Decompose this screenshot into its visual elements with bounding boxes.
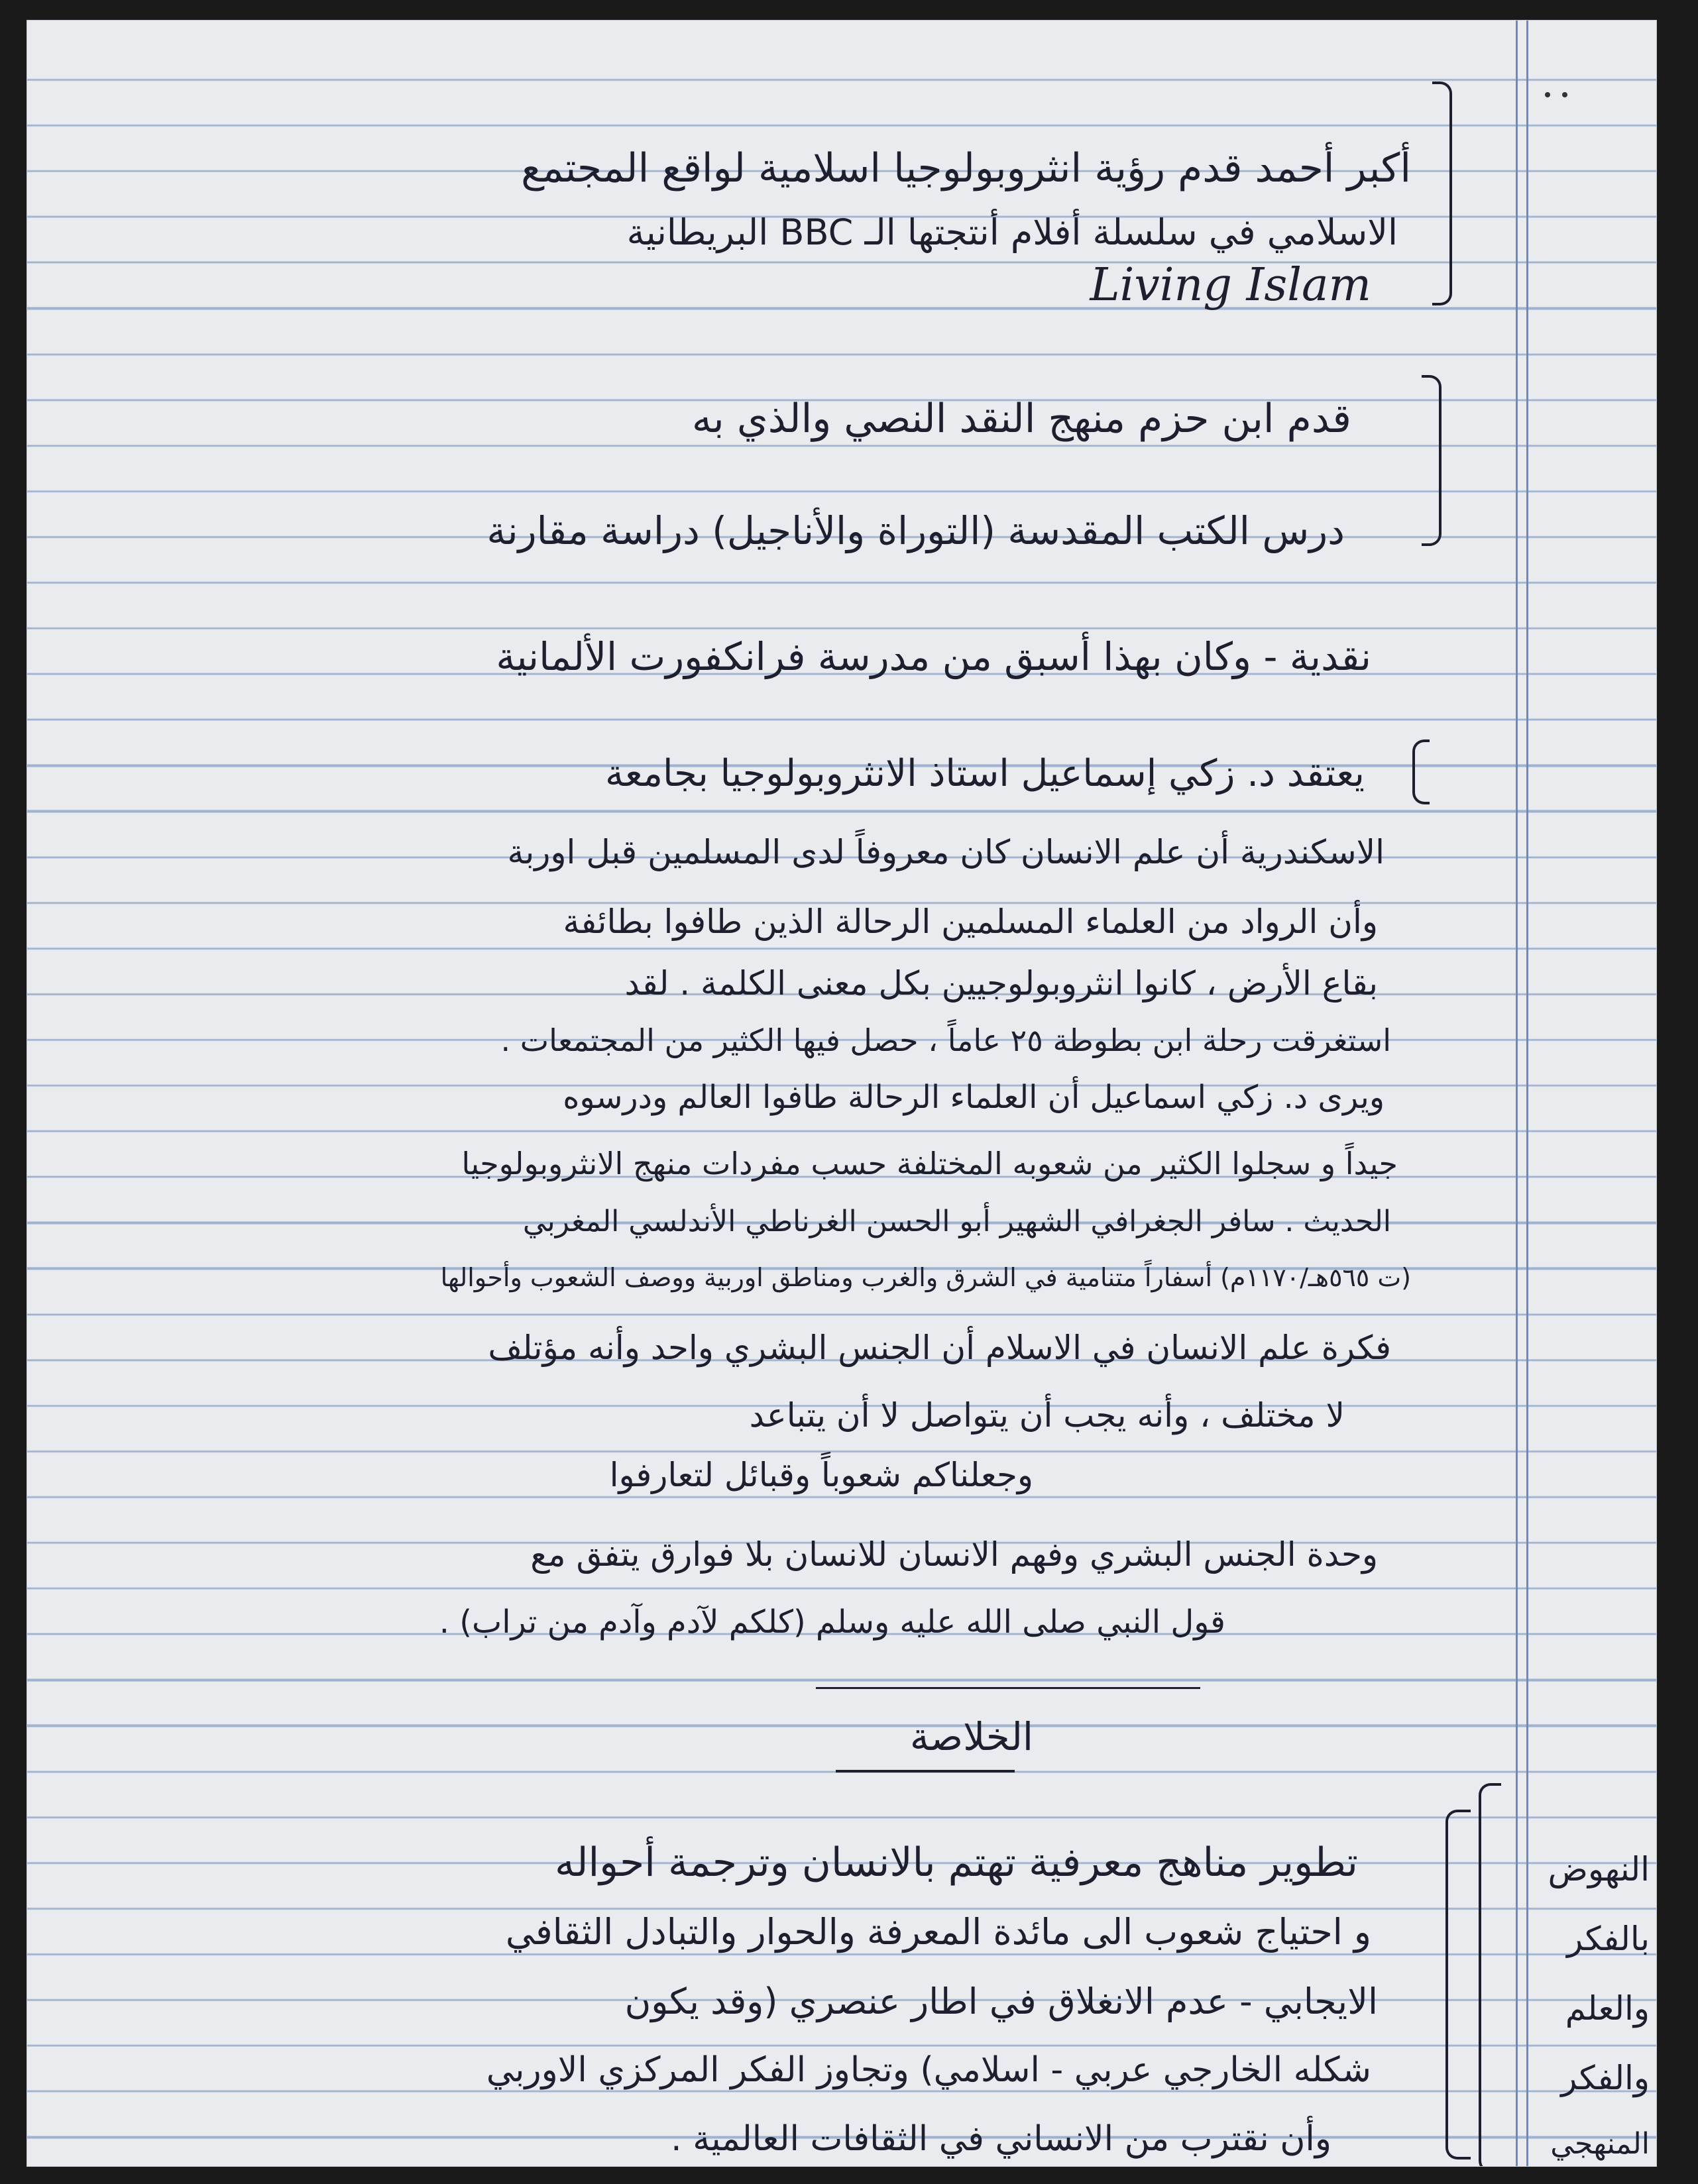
text-line: لا مختلف ، وأنه يجب أن يتواصل لا أن يتباعد (749, 1396, 1345, 1435)
text-line: وجعلناكم شعوباً وقبائل لتعارفوا (609, 1456, 1033, 1494)
bracket (1412, 739, 1430, 804)
text-line: ويرى د. زكي اسماعيل أن العلماء الرحالة طافوا العالم ودرسوه (563, 1079, 1385, 1116)
margin-note-line: المنهجي (1550, 2127, 1650, 2161)
text-line: فكرة علم الانسان في الاسلام أن الجنس البشري واحد وأنه مؤتلف (488, 1329, 1391, 1367)
text-line: استغرقت رحلة ابن بطوطة ٢٥ عاماً ، حصل فيها الكثير من المجتمعات . (500, 1022, 1391, 1058)
text-line: وأن نقترب من الانساني في الثقافات العالمية . (671, 2119, 1331, 2159)
margin-note-line: بالفكر (1567, 1920, 1650, 1958)
text-line: يعتقد د. زكي إسماعيل استاذ الانثروبولوجيا بجامعة (604, 752, 1365, 795)
text-line: درس الكتب المقدسة (التوراة والأناجيل) دراسة مقارنة (486, 508, 1345, 553)
text-line: تطوير مناهج معرفية تهتم بالانسان وترجمة أحواله (555, 1839, 1358, 1886)
text-line: شكله الخارجي عربي - اسلامي) وتجاوز الفكر المركزي الاوربي (486, 2050, 1371, 2090)
text-line: Living Islam (1090, 259, 1371, 311)
notebook-page (27, 20, 1657, 2167)
text-line: الحديث . سافر الجغرافي الشهير أبو الحسن الغرناطي الأندلسي المغربي (522, 1205, 1391, 1238)
margin-note-line: والفكر (1561, 2059, 1650, 2097)
margin-note-line: والعلم (1565, 1989, 1650, 2028)
text-line: و احتياج شعوب الى مائدة المعرفة والحوار والتبادل الثقافي (505, 1911, 1371, 1953)
text-line: (ت ٥٦٥هـ/١١٧٠م) أسفاراً متنامية في الشرق والغرب ومناطق اوربية ووصف الشعوب وأحوالها (440, 1263, 1411, 1292)
text-line: نقدية - وكان بهذا أسبق من مدرسة فرانكفورت الألمانية (496, 634, 1371, 679)
text-line: بقاع الأرض ، كانوا انثروبولوجيين بكل معنى الكلمة . لقد (624, 964, 1378, 1003)
bracket (1445, 1810, 1471, 2159)
text-line: قول النبي صلى الله عليه وسلم (كلكم لآدم وآدم من تراب) . (439, 1604, 1225, 1641)
text-line: وحدة الجنس البشري وفهم الانسان للانسان بلا فوارق يتفق مع (530, 1535, 1378, 1574)
margin-line (1526, 21, 1528, 2166)
divider (816, 1687, 1200, 1689)
margin-line (1516, 21, 1518, 2166)
text-line: الايجابي - عدم الانغلاق في اطار عنصري (وقد يكون (624, 1981, 1378, 2022)
bracket (1422, 375, 1442, 546)
text-line: قدم ابن حزم منهج النقد النصي والذي به (691, 396, 1351, 442)
text-line: جيداً و سجلوا الكثير من شعوبه المختلفة حسب مفردات منهج الانثروبولوجيا (461, 1146, 1398, 1181)
punch-mark (1545, 92, 1550, 97)
punch-mark (1562, 92, 1567, 97)
bracket (1479, 1783, 1501, 2167)
text-line: الاسلامي في سلسلة أفلام أنتجتها الـ BBC البريطانية (626, 211, 1398, 253)
text-line: الاسكندرية أن علم الانسان كان معروفاً لدى المسلمين قبل اوربة (507, 833, 1385, 871)
margin-note-line: النهوض (1548, 1850, 1650, 1888)
text-line: أكبر أحمد قدم رؤية انثروبولوجيا اسلامية لواقع المجتمع (521, 145, 1411, 191)
text-line: وأن الرواد من العلماء المسلمين الرحالة الذين طافوا بطائفة (563, 902, 1378, 941)
conclusion-heading: الخلاصة (909, 1714, 1033, 1759)
bracket (1432, 82, 1452, 305)
heading-underline (836, 1770, 1015, 1773)
